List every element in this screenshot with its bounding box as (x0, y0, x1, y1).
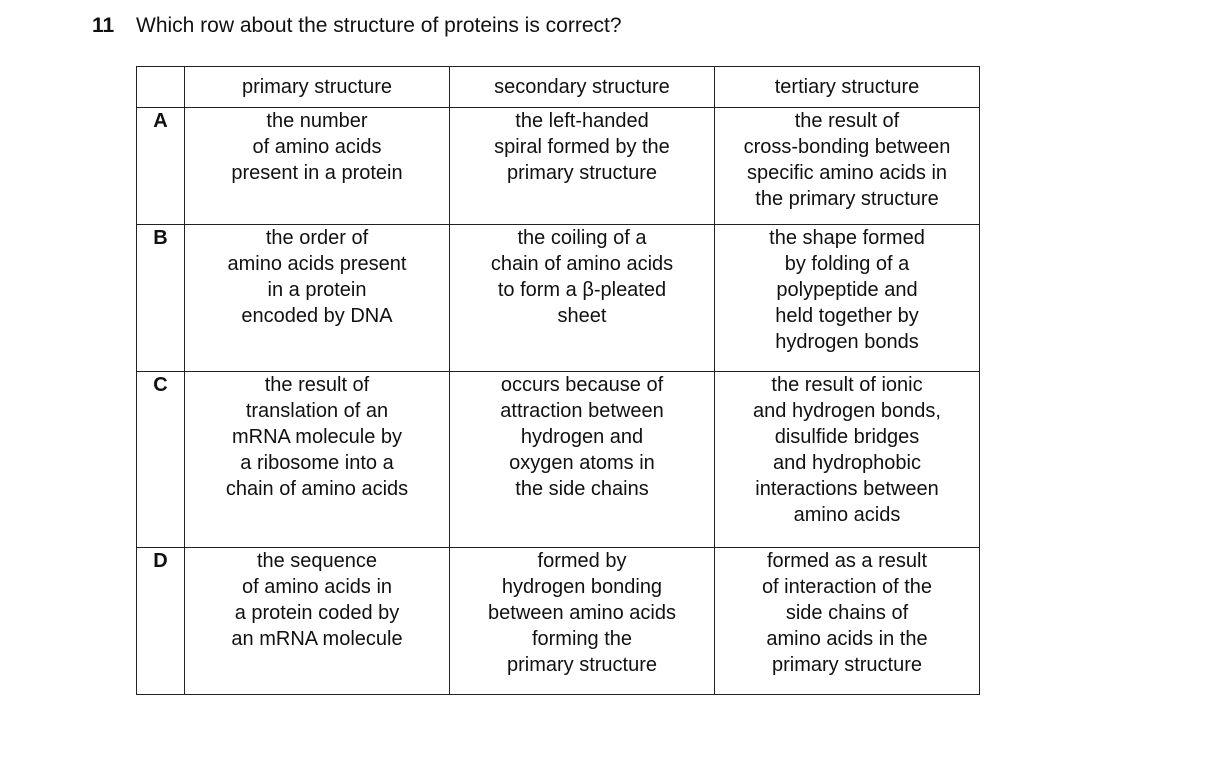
cell-line: sheet (557, 305, 607, 327)
cell-line: amino acids present (227, 253, 407, 275)
cell-line: primary structure (506, 654, 658, 676)
header-secondary-structure: secondary structure (450, 67, 715, 108)
cell-line: hydrogen bonding (501, 576, 663, 598)
cell-line: of interaction of the (761, 576, 933, 598)
secondary-structure-cell (450, 548, 715, 695)
cell-line: the result of (794, 110, 900, 132)
cell-line: the result of ionic (771, 374, 923, 396)
cell-line: between amino acids (488, 602, 676, 624)
cell-line: the shape formed (769, 227, 925, 249)
cell-line: encoded by DNA (241, 305, 393, 327)
cell-line: and hydrophobic (773, 452, 921, 474)
cell-line: an mRNA molecule (231, 628, 403, 650)
cell-line: formed as a result (766, 550, 928, 572)
cell-line: specific amino acids in (746, 162, 948, 184)
cell-line: forming the (531, 628, 633, 650)
cell-line: translation of an (245, 400, 389, 422)
primary-structure-cell (185, 108, 450, 225)
tertiary-structure-cell (715, 108, 980, 225)
primary-structure-cell (185, 372, 450, 548)
cell-line: hydrogen bonds (775, 331, 919, 353)
tertiary-structure-cell (715, 225, 980, 372)
cell-line: amino acids (793, 504, 901, 526)
cell-line: primary structure (506, 162, 658, 184)
table-row (137, 108, 980, 225)
cell-line: polypeptide and (776, 279, 918, 301)
header-letter (137, 67, 185, 108)
cell-line: held together by (775, 305, 919, 327)
tertiary-structure-cell (715, 548, 980, 695)
question-heading (92, 13, 622, 39)
cell-line: of amino acids in (241, 576, 393, 598)
header-tertiary-structure: tertiary structure (715, 67, 980, 108)
table-row (137, 225, 980, 372)
table-row (137, 372, 980, 548)
cell-line: and hydrogen bonds, (753, 400, 941, 422)
question-text: Which row about the structure of proteins is correct? (136, 14, 622, 37)
cell-line: present in a protein (231, 162, 403, 184)
cell-line: cross-bonding between (743, 136, 951, 158)
answer-table (136, 66, 980, 695)
question-number: 11 (92, 14, 115, 37)
option-letter: B (137, 225, 185, 372)
option-letter: C (137, 372, 185, 548)
cell-line: a protein coded by (234, 602, 400, 624)
cell-line: the sequence (256, 550, 378, 572)
cell-line: to form a β-pleated (497, 279, 667, 301)
cell-line: by folding of a (784, 253, 910, 275)
cell-line: the side chains (515, 478, 649, 500)
secondary-structure-cell (450, 372, 715, 548)
cell-line: oxygen atoms in (509, 452, 655, 474)
cell-line: interactions between (755, 478, 939, 500)
cell-line: disulfide bridges (774, 426, 920, 448)
cell-line: occurs because of (500, 374, 664, 396)
cell-line: formed by (537, 550, 627, 572)
cell-line: chain of amino acids (490, 253, 674, 275)
table-row (137, 548, 980, 695)
tertiary-structure-cell (715, 372, 980, 548)
cell-line: spiral formed by the (494, 136, 670, 158)
cell-line: chain of amino acids (225, 478, 409, 500)
header-row (137, 67, 980, 108)
secondary-structure-cell (450, 225, 715, 372)
cell-line: amino acids in the (766, 628, 928, 650)
cell-line: side chains of (785, 602, 909, 624)
option-letter: A (137, 108, 185, 225)
cell-line: primary structure (771, 654, 923, 676)
option-letter: D (137, 548, 185, 695)
cell-line: the order of (265, 227, 369, 249)
cell-line: the number (266, 110, 368, 132)
secondary-structure-cell (450, 108, 715, 225)
cell-line: of amino acids (252, 136, 382, 158)
cell-line: the primary structure (755, 188, 939, 210)
primary-structure-cell (185, 548, 450, 695)
cell-line: the left-handed (515, 110, 649, 132)
cell-line: hydrogen and (520, 426, 644, 448)
cell-line: the coiling of a (517, 227, 647, 249)
cell-line: the result of (264, 374, 370, 396)
cell-line: a ribosome into a (240, 452, 394, 474)
primary-structure-cell (185, 225, 450, 372)
cell-line: mRNA molecule by (231, 426, 403, 448)
header-primary-structure: primary structure (185, 67, 450, 108)
cell-line: in a protein (267, 279, 367, 301)
cell-line: attraction between (500, 400, 664, 422)
